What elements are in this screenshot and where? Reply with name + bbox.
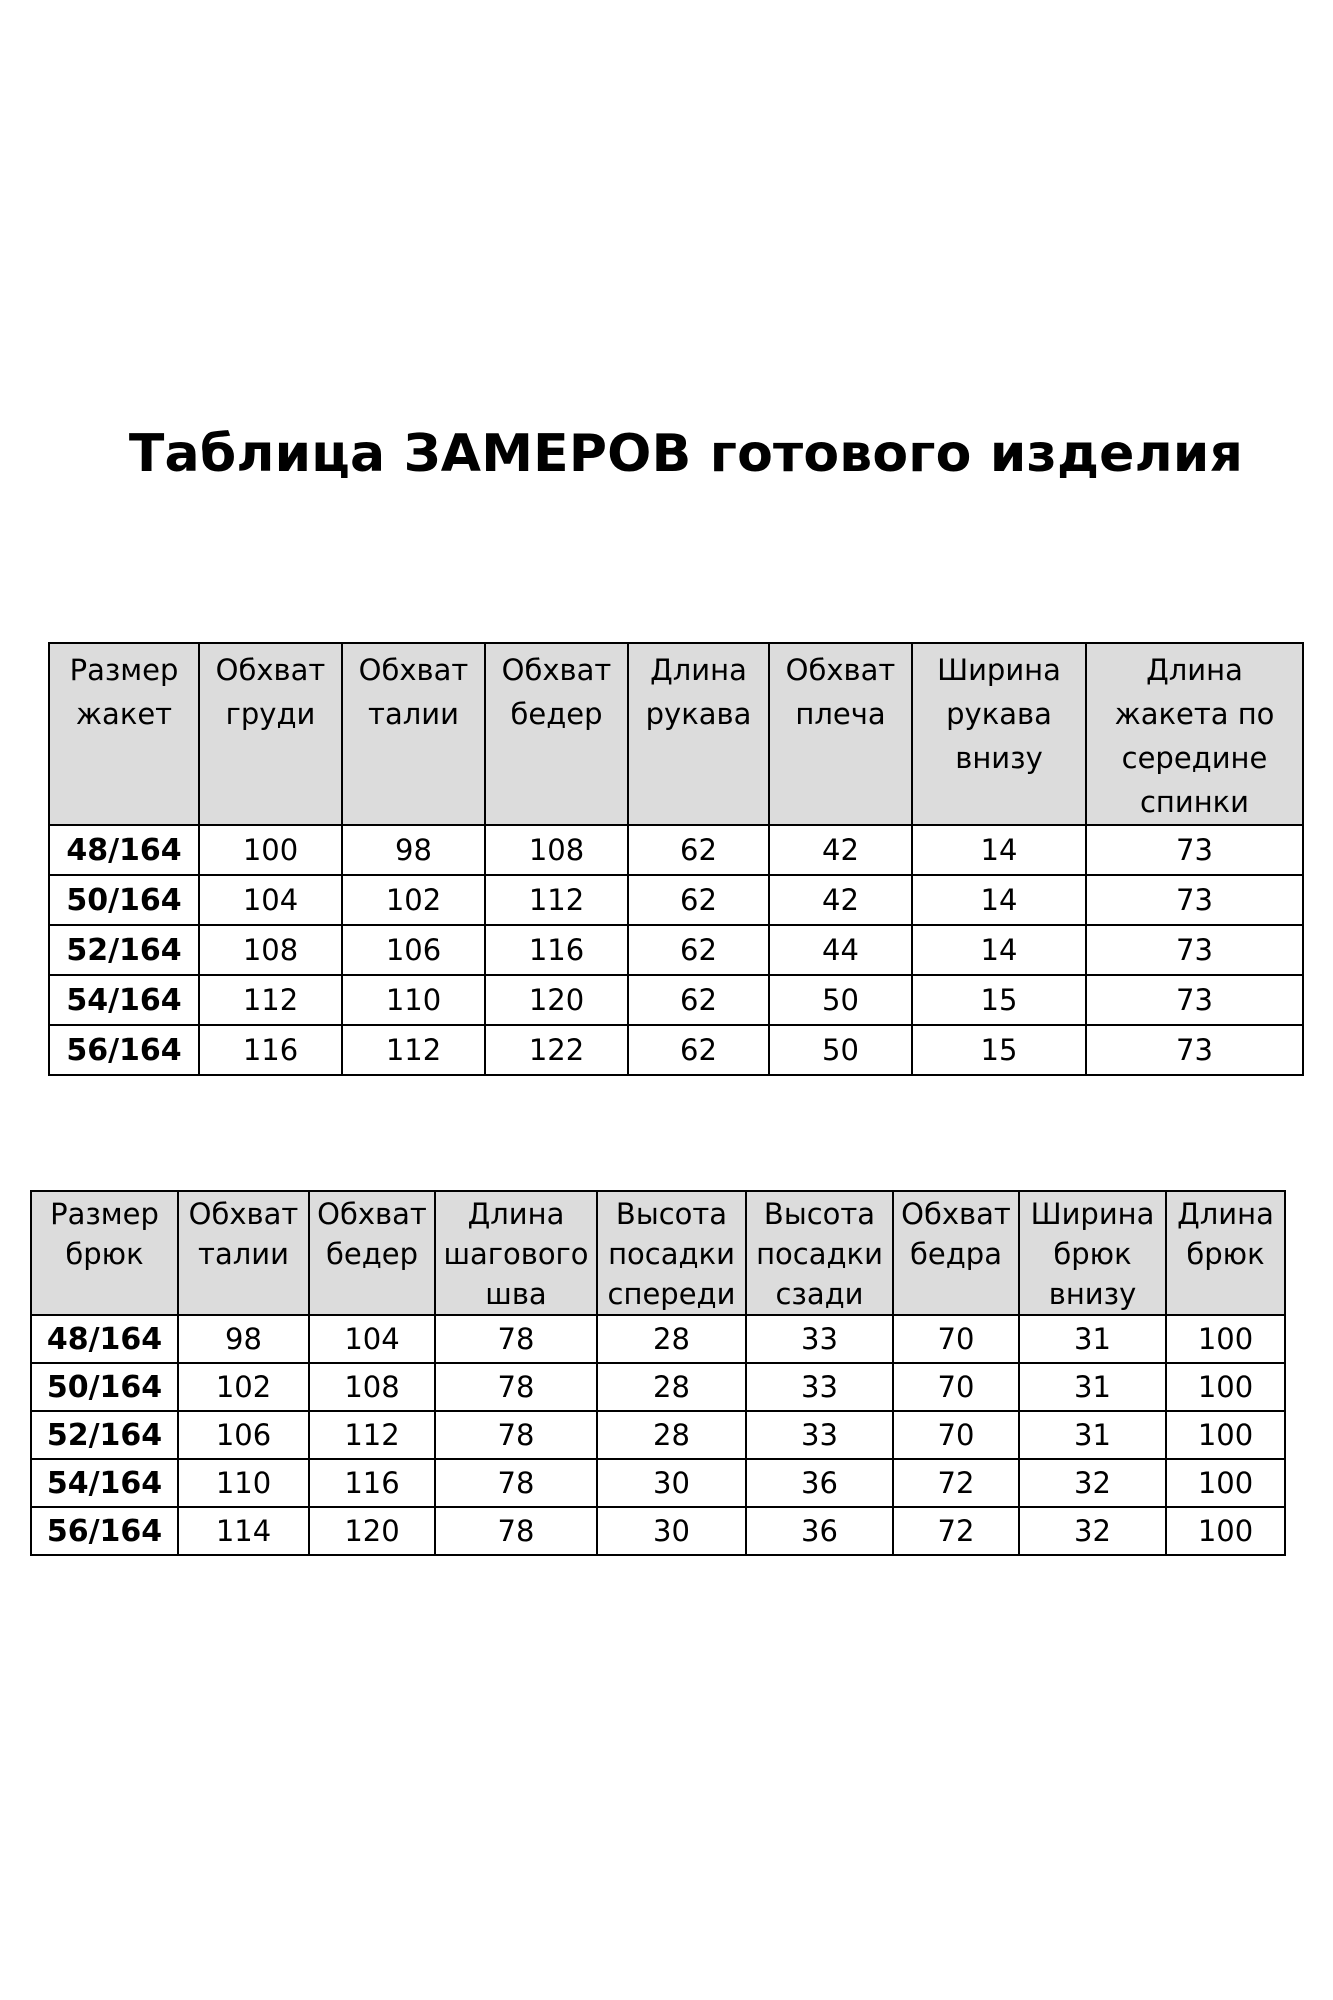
table-cell: 30 <box>597 1507 746 1555</box>
table-row <box>49 925 1303 975</box>
table-cell: 78 <box>435 1411 597 1459</box>
table-row <box>49 1025 1303 1075</box>
table-row <box>49 975 1303 1025</box>
table-cell: 62 <box>628 875 769 925</box>
table-cell: 14 <box>912 825 1086 875</box>
table-cell: 28 <box>597 1315 746 1363</box>
column-header: Длина жакета по середине спинки <box>1086 643 1303 825</box>
column-header: Высота посадки спереди <box>597 1191 746 1315</box>
table-cell: 28 <box>597 1363 746 1411</box>
table-cell: 100 <box>199 825 342 875</box>
jacket-measurements-table <box>48 642 1304 1076</box>
table-cell: 116 <box>309 1459 435 1507</box>
trousers-measurements-table <box>30 1190 1286 1556</box>
table-cell: 33 <box>746 1411 893 1459</box>
table-cell: 108 <box>485 825 628 875</box>
column-header: Ширина рукава внизу <box>912 643 1086 825</box>
table-cell: 73 <box>1086 825 1303 875</box>
column-header: Длина брюк <box>1166 1191 1285 1315</box>
column-header: Обхват бедер <box>309 1191 435 1315</box>
table-cell: 36 <box>746 1507 893 1555</box>
column-header: Обхват талии <box>178 1191 309 1315</box>
table-row <box>31 1411 1285 1459</box>
table-row <box>49 875 1303 925</box>
table-cell: 73 <box>1086 925 1303 975</box>
jacket-header-row <box>49 643 1303 825</box>
table-cell: 31 <box>1019 1363 1166 1411</box>
table-cell: 50 <box>769 1025 912 1075</box>
column-header: Обхват бедер <box>485 643 628 825</box>
table-cell: 42 <box>769 875 912 925</box>
table-cell: 73 <box>1086 975 1303 1025</box>
size-cell: 56/164 <box>31 1507 178 1555</box>
size-cell: 54/164 <box>49 975 199 1025</box>
table-cell: 112 <box>485 875 628 925</box>
table-cell: 110 <box>342 975 485 1025</box>
table-cell: 73 <box>1086 1025 1303 1075</box>
column-header: Ширина брюк внизу <box>1019 1191 1166 1315</box>
size-cell: 52/164 <box>49 925 199 975</box>
column-header: Обхват груди <box>199 643 342 825</box>
table-cell: 112 <box>342 1025 485 1075</box>
table-cell: 33 <box>746 1315 893 1363</box>
table-cell: 110 <box>178 1459 309 1507</box>
table-cell: 50 <box>769 975 912 1025</box>
table-cell: 116 <box>485 925 628 975</box>
table-cell: 112 <box>199 975 342 1025</box>
table-cell: 78 <box>435 1363 597 1411</box>
table-cell: 108 <box>309 1363 435 1411</box>
table-cell: 100 <box>1166 1315 1285 1363</box>
table-cell: 62 <box>628 975 769 1025</box>
table-cell: 31 <box>1019 1411 1166 1459</box>
table-row <box>31 1363 1285 1411</box>
table-cell: 100 <box>1166 1411 1285 1459</box>
table-cell: 78 <box>435 1315 597 1363</box>
table-cell: 42 <box>769 825 912 875</box>
trousers-header-row <box>31 1191 1285 1315</box>
table-cell: 15 <box>912 1025 1086 1075</box>
table-cell: 72 <box>893 1507 1019 1555</box>
column-header: Длина рукава <box>628 643 769 825</box>
table-cell: 36 <box>746 1459 893 1507</box>
table-row <box>31 1459 1285 1507</box>
table-cell: 108 <box>199 925 342 975</box>
table-cell: 73 <box>1086 875 1303 925</box>
table-cell: 14 <box>912 925 1086 975</box>
column-header: Высота посадки сзади <box>746 1191 893 1315</box>
column-header: Обхват плеча <box>769 643 912 825</box>
table-cell: 104 <box>309 1315 435 1363</box>
page-title: Таблица ЗАМЕРОВ готового изделия <box>128 424 1244 484</box>
table-cell: 102 <box>178 1363 309 1411</box>
column-header: Длина шагового шва <box>435 1191 597 1315</box>
table-cell: 70 <box>893 1411 1019 1459</box>
size-cell: 48/164 <box>31 1315 178 1363</box>
table-row <box>31 1507 1285 1555</box>
table-cell: 30 <box>597 1459 746 1507</box>
size-cell: 54/164 <box>31 1459 178 1507</box>
column-header: Размер жакет <box>49 643 199 825</box>
size-cell: 48/164 <box>49 825 199 875</box>
table-cell: 106 <box>178 1411 309 1459</box>
table-cell: 62 <box>628 1025 769 1075</box>
table-cell: 122 <box>485 1025 628 1075</box>
table-cell: 62 <box>628 825 769 875</box>
size-cell: 56/164 <box>49 1025 199 1075</box>
table-cell: 120 <box>485 975 628 1025</box>
table-cell: 32 <box>1019 1507 1166 1555</box>
table-cell: 72 <box>893 1459 1019 1507</box>
column-header: Размер брюк <box>31 1191 178 1315</box>
table-row <box>31 1315 1285 1363</box>
table-cell: 98 <box>178 1315 309 1363</box>
table-cell: 106 <box>342 925 485 975</box>
table-row <box>49 825 1303 875</box>
table-cell: 120 <box>309 1507 435 1555</box>
table-cell: 70 <box>893 1315 1019 1363</box>
table-cell: 15 <box>912 975 1086 1025</box>
size-cell: 50/164 <box>49 875 199 925</box>
table-cell: 102 <box>342 875 485 925</box>
table-cell: 104 <box>199 875 342 925</box>
table-cell: 14 <box>912 875 1086 925</box>
table-cell: 32 <box>1019 1459 1166 1507</box>
table-cell: 112 <box>309 1411 435 1459</box>
column-header: Обхват талии <box>342 643 485 825</box>
table-cell: 100 <box>1166 1507 1285 1555</box>
table-cell: 78 <box>435 1507 597 1555</box>
table-cell: 98 <box>342 825 485 875</box>
table-cell: 100 <box>1166 1459 1285 1507</box>
table-cell: 28 <box>597 1411 746 1459</box>
table-cell: 62 <box>628 925 769 975</box>
table-cell: 114 <box>178 1507 309 1555</box>
column-header: Обхват бедра <box>893 1191 1019 1315</box>
size-cell: 52/164 <box>31 1411 178 1459</box>
table-cell: 44 <box>769 925 912 975</box>
size-cell: 50/164 <box>31 1363 178 1411</box>
table-cell: 31 <box>1019 1315 1166 1363</box>
table-cell: 70 <box>893 1363 1019 1411</box>
table-cell: 116 <box>199 1025 342 1075</box>
table-cell: 78 <box>435 1459 597 1507</box>
table-cell: 33 <box>746 1363 893 1411</box>
table-cell: 100 <box>1166 1363 1285 1411</box>
